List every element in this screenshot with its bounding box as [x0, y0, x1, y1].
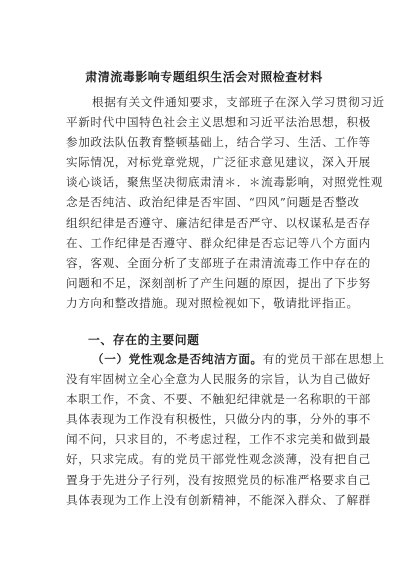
- subsection-first-line: [66, 349, 385, 369]
- intro-line: 念是否纯洁、政治纪律是否牢固、“四风”问题是否整改: [66, 195, 360, 210]
- intro-line: 问题和不足，深刻剖析了产生问题的原因，提出了下步努: [66, 275, 371, 290]
- intro-line: 容，客观、全面分析了支部班子在肃清流毒工作中存在的: [66, 255, 371, 270]
- subsection-line: 置身于先进分子行列，没有按照党员的标准严格要求自己: [66, 472, 371, 487]
- subsection-first-line-text: 有的党员干部在思想上: [262, 352, 385, 366]
- intro-line: 组织纪律是否遵守、廉洁纪律是否严守、以权谋私是否存: [66, 215, 371, 230]
- subsection-line: 好，只求完成。有的党员干部党性观念淡薄，没有把自己: [66, 452, 371, 467]
- subsection-heading: （一）党性观念是否纯洁方面。: [92, 352, 263, 366]
- intro-paragraph: [66, 92, 385, 313]
- intro-line: 参加政法队伍教育整顿基础上，结合学习、生活、工作等: [66, 135, 371, 150]
- subsection-line: 具体表现为工作没有积极性，只做分内的事，分外的事不: [66, 412, 371, 427]
- intro-line: 根据有关文件通知要求，支部班子在深入学习贯彻习近: [92, 95, 385, 109]
- intro-line: 平新时代中国特色社会主义思想和习近平法治思想，积极: [66, 115, 371, 130]
- intro-line: 实际情况，对标党章党规，广泛征求意见建议，深入开展: [66, 155, 371, 170]
- intro-line: 在、工作纪律是否遵守、群众纪律是否忘记等八个方面内: [66, 235, 371, 250]
- intro-line: 谈心谈话，聚焦坚决彻底肃清＊．＊流毒影响，对照党性观: [66, 175, 384, 190]
- intro-line: 力方向和整改措施。现对照检视如下，敬请批评指正。: [66, 295, 359, 310]
- subsection-paragraph: [66, 349, 385, 510]
- document-title: 肃清流毒影响专题组织生活会对照检查材料: [85, 70, 323, 84]
- subsection-line: 具体表现为工作上没有创新精神，不能深入群众、了解群: [66, 492, 371, 507]
- subsection-line: 没有牢固树立全心全意为人民服务的宗旨，认为自己做好: [66, 372, 371, 387]
- subsection-line: 本职工作，不贪、不要、不触犯纪律就是一名称职的干部: [66, 392, 371, 407]
- subsection-line: 闻不问，只求目的，不考虑过程，工作不求完美和做到最: [66, 432, 371, 447]
- section-heading: 一、存在的主要问题: [88, 333, 200, 347]
